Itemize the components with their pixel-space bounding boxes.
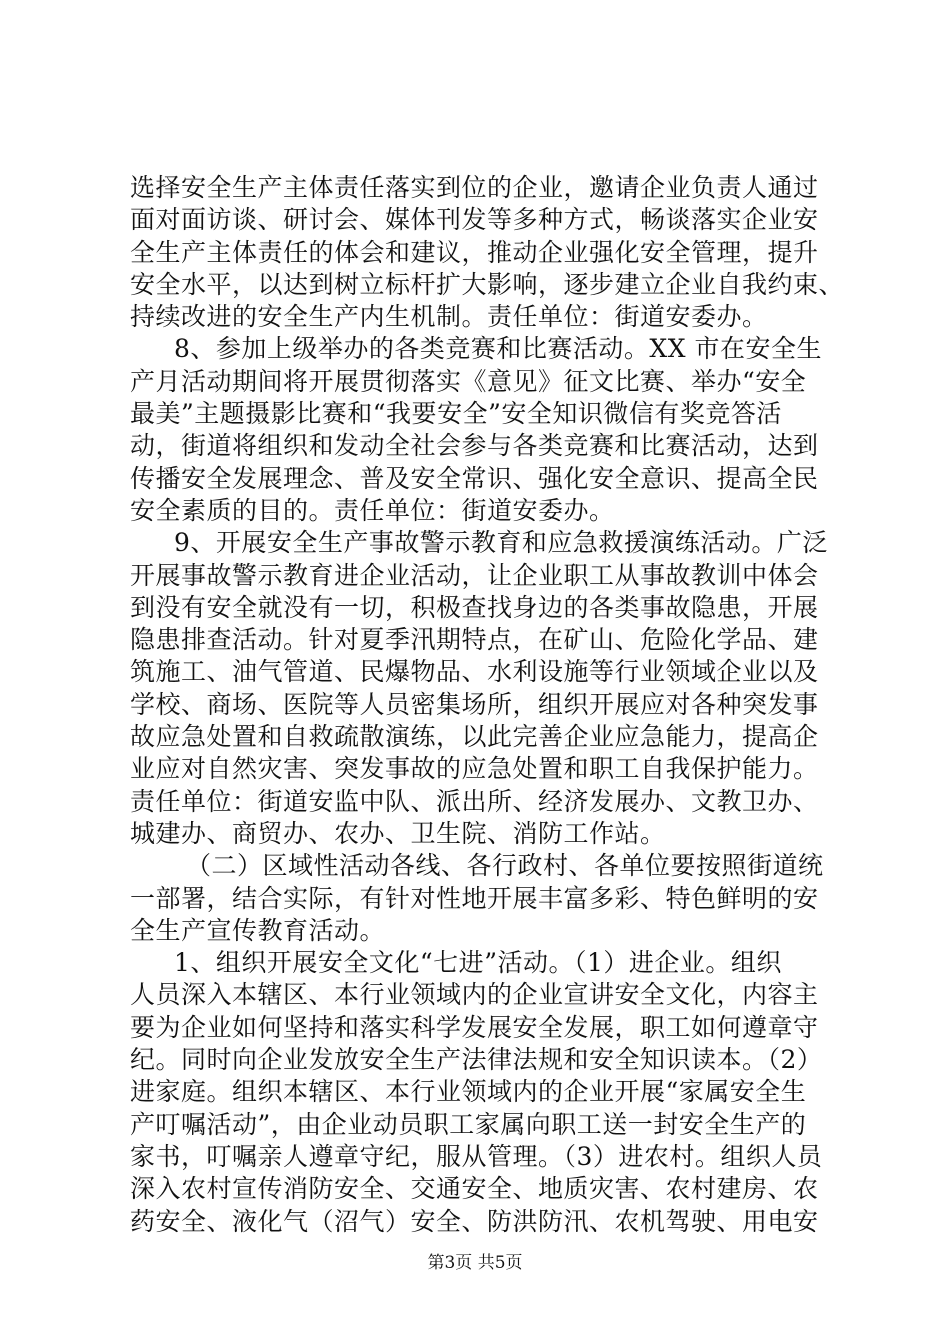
text-line: 到没有安全就没有一切，积极查找身边的各类事故隐患，开展 — [130, 592, 819, 622]
text-line: 家书，叮嘱亲人遵章守纪，服从管理。（3）进农村。组织人员 — [130, 1141, 823, 1171]
text-line: 责任单位：街道安监中队、派出所、经济发展办、文教卫办、 — [130, 786, 819, 816]
text-line: 进家庭。组织本辖区、本行业领域内的企业开展“家属安全生 — [130, 1077, 807, 1107]
text-line: 隐患排查活动。针对夏季汛期特点，在矿山、危险化学品、建 — [130, 625, 819, 655]
text-line: 学校、商场、医院等人员密集场所，组织开展应对各种突发事 — [130, 689, 819, 719]
text-line: 深入农村宣传消防安全、交通安全、地质灾害、农村建房、农 — [130, 1174, 819, 1204]
text-line: 传播安全发展理念、普及安全常识、强化安全意识、提高全民 — [130, 463, 819, 493]
text-line: 业应对自然灾害、突发事故的应急处置和职工自我保护能力。 — [130, 754, 819, 784]
text-line: 选择安全生产主体责任落实到位的企业，邀请企业负责人通过 — [130, 173, 819, 202]
text-line: 一部署，结合实际，有针对性地开展丰富多彩、特色鲜明的安 — [130, 883, 819, 913]
text-line: 筑施工、油气管道、民爆物品、水利设施等行业领域企业以及 — [130, 657, 819, 687]
text-line: 全生产宣传教育活动。 — [130, 915, 386, 945]
page-footer — [0, 1252, 950, 1274]
text-line: 药安全、液化气（沼气）安全、防洪防汛、农机驾驶、用电安 — [130, 1206, 819, 1236]
text-line: 面对面访谈、研讨会、媒体刊发等多种方式，畅谈落实企业安 — [130, 205, 819, 235]
text-line: 人员深入本辖区、本行业领域内的企业宣讲安全文化，内容主 — [130, 980, 819, 1010]
text-line: 故应急处置和自救疏散演练，以此完善企业应急能力，提高企 — [130, 722, 819, 752]
text-line: 安全水平，以达到树立标杆扩大影响，逐步建立企业自我约束、 — [130, 269, 845, 299]
section-two-heading: （二）区域性活动各线、各行政村、各单位要按照街道统 — [186, 851, 824, 881]
text-line: 城建办、商贸办、农办、卫生院、消防工作站。 — [130, 818, 666, 848]
text-line: 纪。同时向企业发放安全生产法律法规和安全知识读本。（2） — [130, 1045, 823, 1075]
text-line: 产月活动期间将开展贯彻落实《意见》征文比赛、举办“安全 — [130, 366, 807, 396]
document-body — [130, 172, 845, 1238]
text-line: 开展事故警示教育进企业活动，让企业职工从事故教训中体会 — [130, 560, 819, 590]
text-line: 产叮嘱活动”，由企业动员职工家属向职工送一封安全生产的 — [130, 1109, 807, 1139]
text-line: 全生产主体责任的体会和建议，推动企业强化安全管理，提升 — [130, 237, 819, 267]
paragraph-1-start: 1、组织开展安全文化“七进”活动。（1）进企业。组织 — [174, 948, 782, 978]
text-line: 最美”主题摄影比赛和“我要安全”安全知识微信有奖竞答活 — [130, 399, 782, 429]
paragraph-8-start: 8、参加上级举办的各类竞赛和比赛活动。XX 市在安全生 — [174, 334, 822, 364]
text-line: 安全素质的目的。责任单位：街道安委办。 — [130, 495, 615, 525]
text-line: 持续改进的安全生产内生机制。责任单位：街道安委办。 — [130, 302, 768, 332]
page-indicator: 第3页 共5页 — [427, 1253, 523, 1273]
text-line: 动，街道将组织和发动全社会参与各类竞赛和比赛活动，达到 — [130, 431, 819, 461]
paragraph-9-start: 9、开展安全生产事故警示教育和应急救援演练活动。广泛 — [174, 528, 828, 558]
text-line: 要为企业如何坚持和落实科学发展安全发展，职工如何遵章守 — [130, 1012, 819, 1042]
